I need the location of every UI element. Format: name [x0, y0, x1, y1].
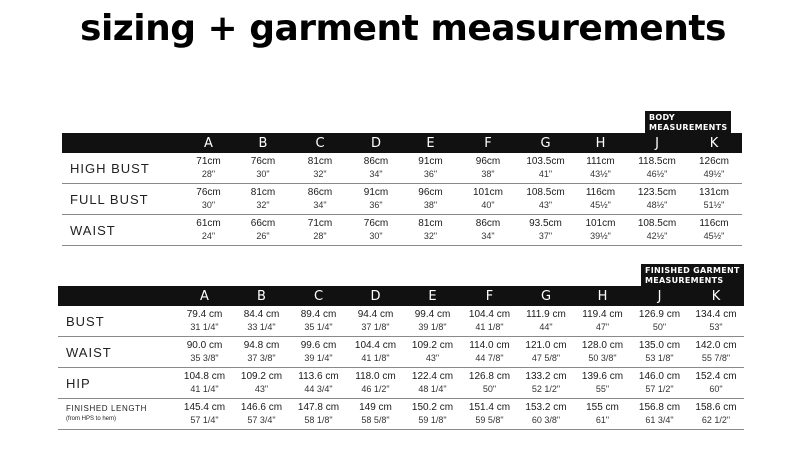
cm-value: 118.5cm	[638, 156, 676, 167]
cm-value: 103.5cm	[526, 156, 565, 167]
inch-value: 44 3/4"	[304, 384, 333, 394]
measurement-cell	[404, 306, 461, 337]
cm-value: 96cm	[418, 187, 443, 198]
cm-value: 93.5cm	[529, 218, 562, 229]
finished-col-header: K	[711, 288, 721, 304]
cm-value: 84.4 cm	[243, 309, 280, 320]
measurement-cell	[233, 337, 290, 368]
body-col-header: E	[426, 135, 435, 151]
measurement-cell	[290, 337, 347, 368]
body-table-header-row	[62, 133, 742, 153]
measurement-cell	[347, 368, 404, 399]
cm-value: 99.4 cm	[414, 309, 451, 320]
inch-value: 30"	[201, 200, 216, 210]
measurement-cell	[574, 306, 631, 337]
measurement-cell	[573, 184, 628, 215]
measurement-cell	[291, 184, 349, 215]
cm-value: 81cm	[250, 187, 276, 198]
table-row	[58, 337, 744, 368]
inch-value: 57 1/2"	[645, 384, 674, 394]
cm-value: 133.2 cm	[525, 371, 567, 382]
inch-value: 61"	[595, 415, 610, 425]
cm-value: 81cm	[418, 218, 443, 229]
cm-value: 152.4 cm	[695, 371, 737, 382]
cm-value: 145.4 cm	[183, 402, 226, 413]
cm-value: 76cm	[363, 218, 389, 229]
measurement-cell	[461, 337, 518, 368]
cm-value: 89.4 cm	[300, 309, 337, 320]
measurement-cell	[518, 337, 574, 368]
measurement-cell	[688, 337, 744, 368]
inch-value: 34"	[481, 231, 495, 241]
measurement-cell	[461, 399, 518, 430]
cm-value: 94.4 cm	[357, 309, 394, 320]
finished-col-header: B	[257, 288, 266, 304]
inch-value: 43"	[538, 200, 553, 210]
finished-col-header: A	[200, 288, 209, 304]
inch-value: 37"	[538, 231, 553, 241]
cm-value: 94.8 cm	[243, 340, 280, 351]
inch-value: 50"	[652, 322, 667, 332]
inch-value: 34"	[313, 200, 327, 210]
cm-value: 123.5cm	[637, 187, 677, 198]
measurement-cell	[235, 153, 291, 184]
measurement-cell	[518, 399, 574, 430]
inch-value: 60"	[709, 384, 723, 394]
measurement-cell	[458, 153, 518, 184]
cm-value: 86cm	[363, 156, 389, 167]
measurement-cell	[686, 215, 742, 246]
measurement-cell	[574, 399, 631, 430]
inch-value: 38"	[481, 169, 495, 179]
cm-value: 90.0 cm	[186, 340, 223, 351]
cm-value: 122.4 cm	[411, 371, 454, 382]
cm-value: 66cm	[250, 218, 276, 229]
cm-value: 111cm	[586, 156, 615, 167]
body-measurements-tag	[645, 111, 731, 135]
inch-value: 48 1/4"	[418, 384, 447, 394]
measurement-cell	[518, 184, 573, 215]
inch-value: 41"	[538, 169, 553, 179]
body-measurements-table	[62, 133, 742, 246]
body-col-header: C	[315, 135, 325, 151]
finished-col-header: G	[540, 288, 552, 304]
finished-garment-table	[58, 286, 744, 430]
finished-table-header-row	[58, 286, 744, 306]
inch-value: 43½"	[590, 169, 611, 179]
table-row	[58, 306, 744, 337]
cm-value: 134.4 cm	[695, 309, 737, 320]
cm-value: 128.0 cm	[581, 340, 624, 351]
cm-value: 109.2 cm	[411, 340, 454, 351]
inch-value: 28"	[313, 231, 327, 241]
cm-value: 119.4 cm	[582, 309, 623, 320]
measurement-cell	[235, 215, 291, 246]
measurement-cell	[176, 368, 233, 399]
measurement-cell	[349, 215, 403, 246]
cm-value: 158.6 cm	[695, 402, 737, 413]
cm-value: 91cm	[363, 187, 389, 198]
inch-value: 30"	[256, 169, 270, 179]
cm-value: 121.0 cm	[525, 340, 567, 351]
measurement-cell	[458, 184, 518, 215]
inch-value: 55"	[595, 384, 610, 394]
inch-value: 53"	[709, 322, 723, 332]
cm-value: 111.9 cm	[526, 309, 566, 320]
finished-col-header: H	[597, 288, 608, 304]
cm-value: 146.6 cm	[240, 402, 283, 413]
inch-value: 24"	[201, 231, 216, 241]
body-col-header: H	[595, 135, 606, 151]
cm-value: 126cm	[698, 156, 729, 167]
inch-value: 38"	[423, 200, 438, 210]
inch-value: 40"	[481, 200, 495, 210]
inch-value: 41 1/8"	[475, 322, 504, 332]
inch-value: 46½"	[646, 169, 668, 179]
finished-header-label-cell	[58, 286, 176, 306]
measurement-cell	[290, 368, 347, 399]
inch-value: 31 1/4"	[190, 322, 219, 332]
page-title: sizing + garment measurements	[80, 8, 726, 49]
inch-value: 43"	[254, 384, 269, 394]
body-col-header: G	[540, 135, 551, 151]
measurement-cell	[461, 368, 518, 399]
measurement-cell	[573, 153, 628, 184]
measurement-cell	[233, 399, 290, 430]
inch-value: 58 5/8"	[361, 415, 390, 425]
row-label: HIGH BUST	[62, 153, 182, 184]
cm-value: 81cm	[307, 156, 333, 167]
cm-value: 91cm	[418, 156, 443, 167]
measurement-cell	[290, 306, 347, 337]
measurement-cell	[403, 153, 458, 184]
cm-value: 153.2 cm	[525, 402, 567, 413]
cm-value: 135.0 cm	[638, 340, 681, 351]
cm-value: 139.6 cm	[581, 371, 624, 382]
cm-value: 113.6 cm	[298, 371, 339, 382]
body-tag-line2: MEASUREMENTS	[649, 123, 728, 132]
inch-value: 55 7/8"	[701, 353, 731, 363]
measurement-cell	[628, 215, 686, 246]
inch-value: 53 1/8"	[645, 353, 674, 363]
cm-value: 99.6 cm	[300, 340, 337, 351]
inch-value: 45½"	[703, 231, 725, 241]
inch-value: 57 1/4"	[190, 415, 219, 425]
measurement-cell	[686, 184, 742, 215]
inch-value: 39 1/8"	[418, 322, 447, 332]
measurement-cell	[688, 368, 744, 399]
row-label: WAIST	[58, 337, 176, 368]
table-row	[62, 215, 742, 246]
body-tag-line1: BODY	[649, 113, 675, 122]
measurement-cell	[235, 184, 291, 215]
inch-value: 58 1/8"	[304, 415, 333, 425]
row-label-text: FINISHED LENGTH	[66, 404, 148, 413]
inch-value: 28"	[201, 169, 216, 179]
measurement-cell	[574, 337, 631, 368]
measurement-cell	[458, 215, 518, 246]
measurement-cell	[518, 153, 573, 184]
measurement-cell	[686, 153, 742, 184]
cm-value: 76cm	[196, 187, 221, 198]
table-row	[58, 399, 744, 430]
inch-value: 60 3/8"	[531, 415, 561, 425]
measurement-cell	[176, 399, 233, 430]
inch-value: 50 3/8"	[588, 353, 617, 363]
cm-value: 118.0 cm	[355, 371, 396, 382]
cm-value: 114.0 cm	[469, 340, 510, 351]
measurement-cell	[461, 306, 518, 337]
cm-value: 101cm	[472, 187, 503, 198]
inch-value: 32"	[256, 200, 270, 210]
measurement-cell	[233, 368, 290, 399]
inch-value: 33 1/4"	[247, 322, 276, 332]
row-label	[58, 399, 176, 430]
measurement-cell	[518, 215, 573, 246]
row-label: HIP	[58, 368, 176, 399]
body-col-header: D	[370, 135, 381, 151]
cm-value: 61cm	[196, 218, 221, 229]
measurement-cell	[404, 368, 461, 399]
inch-value: 49½"	[703, 169, 725, 179]
finished-tag-line2: MEASUREMENTS	[645, 276, 724, 285]
cm-value: 86cm	[475, 218, 501, 229]
inch-value: 45½"	[590, 200, 611, 210]
measurement-cell	[182, 153, 235, 184]
cm-value: 104.4 cm	[354, 340, 397, 351]
cm-value: 126.8 cm	[468, 371, 511, 382]
cm-value: 155 cm	[586, 402, 619, 413]
measurement-cell	[349, 153, 403, 184]
cm-value: 109.2 cm	[240, 371, 283, 382]
measurement-cell	[233, 306, 290, 337]
measurement-cell	[404, 337, 461, 368]
table-row	[62, 184, 742, 215]
inch-value: 30"	[369, 231, 383, 241]
body-col-header: K	[709, 135, 719, 151]
measurement-cell	[688, 399, 744, 430]
inch-value: 37 1/8"	[361, 322, 390, 332]
finished-col-header: C	[313, 288, 324, 304]
inch-value: 41 1/8"	[361, 353, 390, 363]
row-label: BUST	[58, 306, 176, 337]
inch-value: 47"	[595, 322, 610, 332]
measurement-cell	[176, 306, 233, 337]
inch-value: 59 5/8"	[475, 415, 504, 425]
measurement-cell	[404, 399, 461, 430]
cm-value: 96cm	[475, 156, 501, 167]
inch-value: 39½"	[590, 231, 611, 241]
cm-value: 71cm	[196, 156, 221, 167]
measurement-cell	[176, 337, 233, 368]
cm-value: 147.8 cm	[297, 402, 340, 413]
measurement-cell	[182, 215, 235, 246]
measurement-cell	[403, 215, 458, 246]
finished-col-header: F	[485, 288, 494, 304]
inch-value: 47 5/8"	[531, 353, 561, 363]
cm-value: 86cm	[307, 187, 333, 198]
inch-value: 35 3/8"	[190, 353, 219, 363]
finished-col-header: J	[657, 288, 662, 304]
inch-value: 34"	[369, 169, 383, 179]
measurement-cell	[573, 215, 628, 246]
cm-value: 116cm	[699, 218, 729, 229]
cm-value: 146.0 cm	[638, 371, 681, 382]
measurement-cell	[291, 215, 349, 246]
inch-value: 35 1/4"	[304, 322, 333, 332]
cm-value: 101cm	[585, 218, 616, 229]
inch-value: 36"	[423, 169, 438, 179]
cm-value: 156.8 cm	[638, 402, 681, 413]
inch-value: 37 3/8"	[247, 353, 276, 363]
body-col-header: F	[484, 135, 492, 151]
cm-value: 76cm	[250, 156, 276, 167]
cm-value: 149 cm	[359, 402, 392, 413]
measurement-cell	[291, 153, 349, 184]
measurement-cell	[518, 306, 574, 337]
measurement-cell	[628, 184, 686, 215]
finished-col-header: D	[370, 288, 381, 304]
inch-value: 32"	[313, 169, 327, 179]
cm-value: 151.4 cm	[468, 402, 511, 413]
measurement-cell	[347, 337, 404, 368]
measurement-cell	[349, 184, 403, 215]
cm-value: 79.4 cm	[186, 309, 223, 320]
measurement-cell	[628, 153, 686, 184]
measurement-cell	[631, 399, 688, 430]
cm-value: 71cm	[307, 218, 333, 229]
measurement-cell	[688, 306, 744, 337]
inch-value: 48½"	[646, 200, 668, 210]
inch-value: 57 3/4"	[247, 415, 276, 425]
inch-value: 26"	[256, 231, 270, 241]
measurement-cell	[347, 306, 404, 337]
inch-value: 62 1/2"	[701, 415, 731, 425]
inch-value: 44"	[539, 322, 553, 332]
cm-value: 126.9 cm	[638, 309, 681, 320]
table-row	[58, 368, 744, 399]
inch-value: 51½"	[703, 200, 725, 210]
measurement-cell	[290, 399, 347, 430]
finished-tag-line1: FINISHED GARMENT	[645, 266, 740, 275]
measurement-cell	[631, 337, 688, 368]
cm-value: 116cm	[585, 187, 616, 198]
cm-value: 142.0 cm	[695, 340, 737, 351]
table-row	[62, 153, 742, 184]
measurement-cell	[631, 368, 688, 399]
inch-value: 36"	[369, 200, 383, 210]
inch-value: 46 1/2"	[361, 384, 390, 394]
cm-value: 131cm	[698, 187, 729, 198]
inch-value: 43"	[425, 353, 440, 363]
row-label: WAIST	[62, 215, 182, 246]
inch-value: 41 1/4"	[190, 384, 219, 394]
body-col-header: A	[204, 135, 213, 151]
cm-value: 104.4 cm	[468, 309, 511, 320]
measurement-cell	[631, 306, 688, 337]
finished-col-header: E	[428, 288, 437, 304]
measurement-cell	[182, 184, 235, 215]
inch-value: 44 7/8"	[475, 353, 504, 363]
body-col-header: B	[258, 135, 268, 151]
measurement-cell	[403, 184, 458, 215]
cm-value: 104.8 cm	[183, 371, 226, 382]
inch-value: 52 1/2"	[531, 384, 561, 394]
measurement-cell	[574, 368, 631, 399]
row-label: FULL BUST	[62, 184, 182, 215]
cm-value: 108.5cm	[526, 187, 565, 198]
finished-garment-tag	[641, 264, 744, 288]
measurement-cell	[518, 368, 574, 399]
body-header-label-cell	[62, 133, 182, 153]
inch-value: 39 1/4"	[304, 353, 333, 363]
inch-value: 61 3/4"	[645, 415, 674, 425]
inch-value: 32"	[423, 231, 438, 241]
inch-value: 59 1/8"	[418, 415, 447, 425]
cm-value: 150.2 cm	[411, 402, 454, 413]
cm-value: 108.5cm	[637, 218, 677, 229]
body-col-header: J	[655, 135, 659, 151]
inch-value: 50"	[482, 384, 497, 394]
row-sublabel: (from HPS to hem)	[66, 416, 117, 422]
inch-value: 42½"	[646, 231, 668, 241]
measurement-cell	[347, 399, 404, 430]
